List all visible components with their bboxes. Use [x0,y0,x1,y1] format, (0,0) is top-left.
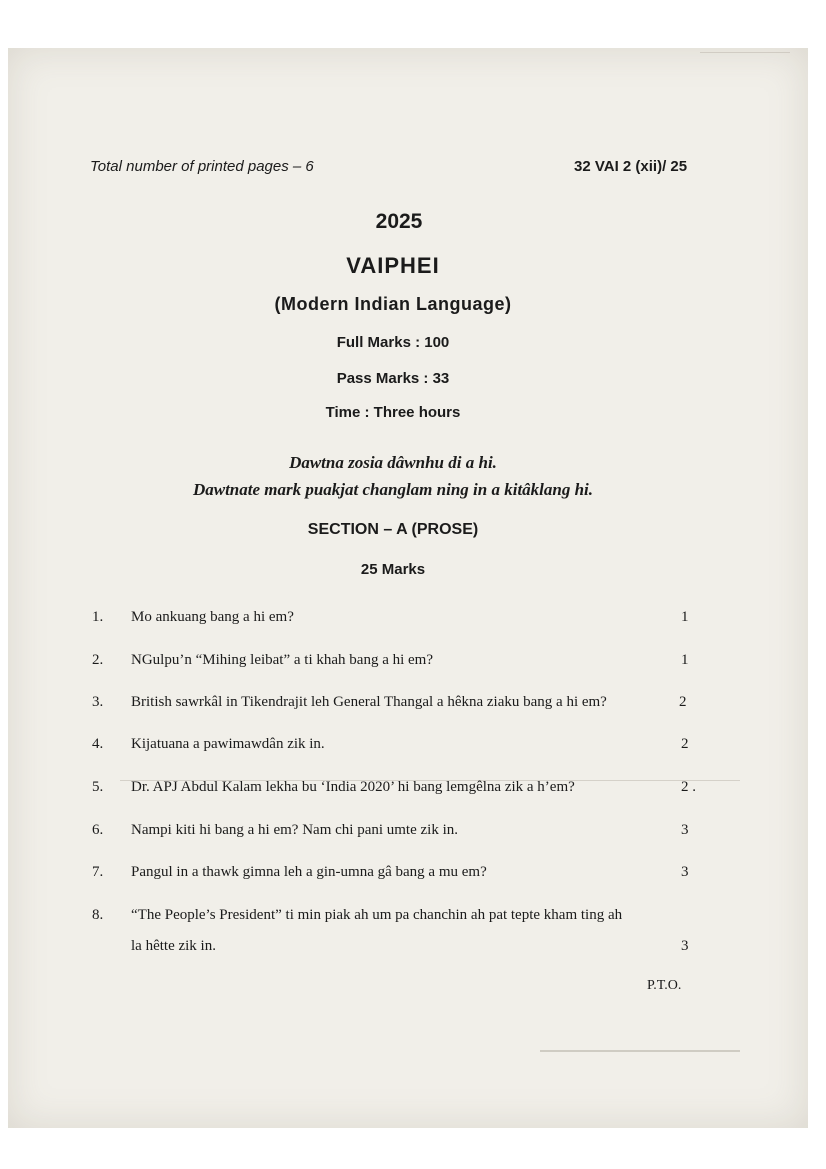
instruction-line: Dawtna zosia dâwnhu di a hi. [289,453,497,472]
question-mark: 3 [681,864,689,880]
question-number: 8. [92,907,104,923]
section-marks: 25 Marks [360,561,426,578]
exam-time: Time : Three hours [325,404,461,421]
question-mark: 2 [681,736,689,752]
question-mark: 2 [679,694,687,710]
question-mark: 1 [681,609,689,625]
question-text: Dr. APJ Abdul Kalam lekha bu ‘India 2020’ hi bang lemgêlna zik a h’em? [131,779,575,795]
question-mark: 1 [681,652,689,668]
pass-marks: Pass Marks : 33 [336,370,450,387]
paper-code: 32 VAI 2 (xii)/ 25 [574,158,688,175]
question-text: Kijatuana a pawimawdân zik in. [131,736,325,752]
divider [700,52,790,53]
subject-subtitle: (Modern Indian Language) [274,294,512,314]
question-number: 7. [92,864,104,880]
question-text: Mo ankuang bang a hi em? [131,609,294,625]
question-text: Nampi kiti hi bang a hi em? Nam chi pani umte zik in. [131,822,459,838]
question-text: NGulpu’n “Mihing leibat” a ti khah bang a hi em? [131,652,433,668]
question-mark: 2 . [681,779,696,795]
subject-title: VAIPHEI [346,253,440,278]
question-text: “The People’s President” ti min piak ah um pa chanchin ah pat tepte kham ting ah [131,907,623,923]
question-mark: 3 [681,938,689,954]
printed-pages-count: Total number of printed pages – 6 [90,158,314,175]
question-text: British sawrkâl in Tikendrajit leh General Thangal a hêkna ziaku bang a hi em? [131,694,607,710]
question-number: 3. [92,694,104,710]
question-number: 2. [92,652,104,668]
question-mark: 3 [681,822,689,838]
question-text: Pangul in a thawk gimna leh a gin-umna gâ bang a mu em? [131,864,487,880]
pto-label: P.T.O. [647,978,682,993]
question-number: 4. [92,736,104,752]
instruction-line: Dawtnate mark puakjat changlam ning in a kitâklang hi. [192,480,594,499]
question-number: 6. [92,822,104,838]
section-heading: SECTION – A (PROSE) [307,521,479,538]
question-number: 1. [92,609,104,625]
question-text-continued: la hêtte zik in. [131,938,216,954]
exam-year: 2025 [375,210,423,233]
full-marks: Full Marks : 100 [336,334,450,351]
question-number: 5. [92,779,104,795]
divider [540,1050,740,1052]
